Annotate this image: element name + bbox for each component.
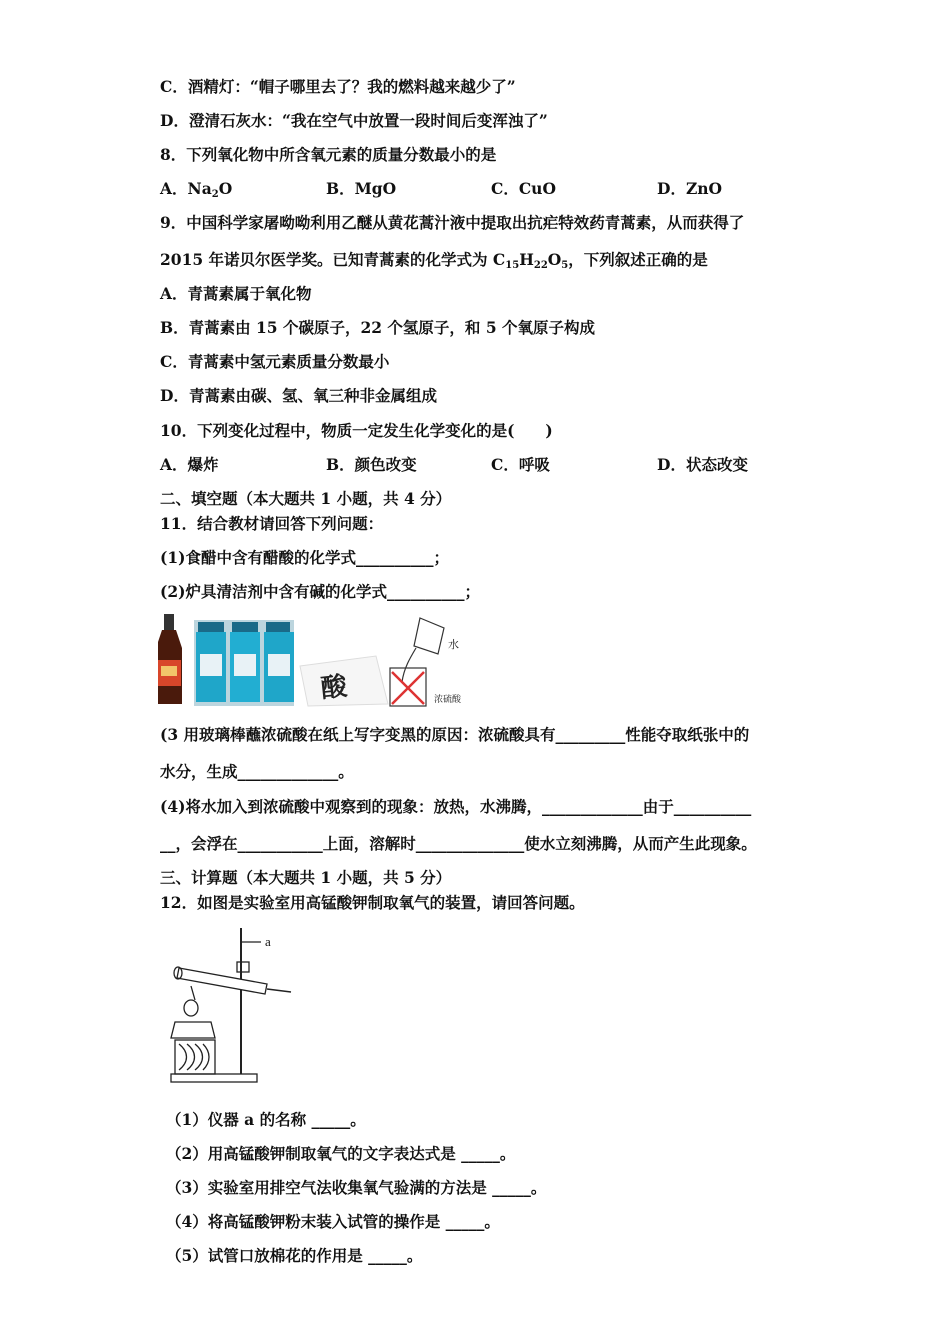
q12-part1: （1）仪器 a 的名称 _____。: [166, 1110, 366, 1129]
q10-option-d: D．状态改变: [657, 455, 748, 474]
q11-part2: (2)炉具清洁剂中含有碱的化学式__________；: [160, 582, 480, 601]
q12-stem: 12．如图是实验室用高锰酸钾制取氧气的装置，请回答问题。: [160, 893, 585, 912]
q8-option-b: B．MgO: [326, 179, 397, 198]
q11-part1: (1)食醋中含有醋酸的化学式__________；: [160, 548, 449, 567]
q12-part4: （4）将高锰酸钾粉末装入试管的操作是 _____。: [166, 1212, 500, 1231]
q11-part4-line1: (4)将水加入到浓硫酸中观察到的现象：放热，水沸腾，_____________由于__________: [160, 797, 752, 816]
q9-stem-line2: 2015 年诺贝尔医学奖。已知青蒿素的化学式为 $C_{15}H_{22}O_5$，下列叙述正确的是: [160, 250, 708, 271]
alcohol-lamp: [171, 1022, 215, 1038]
q7-option-d: D．澄清石灰水：“我在空气中放置一段时间后变浑浊了”: [160, 111, 548, 130]
q11-figure: [158, 612, 473, 710]
q9-option-c: C．青蒿素中氢元素质量分数最小: [160, 352, 390, 371]
paper-character: 酸: [319, 671, 349, 705]
stand-base: [171, 1074, 257, 1082]
q12-part5: （5）试管口放棉花的作用是 _____。: [166, 1246, 423, 1265]
q10-option-b: B．颜色改变: [326, 455, 417, 474]
q10-option-a: A．爆炸: [160, 455, 219, 474]
section-2-heading: 二、填空题（本大题共 1 小题，共 4 分）: [160, 489, 452, 508]
q12-apparatus-figure: [165, 926, 300, 1088]
cleaner-bottles-icon: [194, 620, 294, 706]
q10-stem: 10．下列变化过程中，物质一定发生化学变化的是( ): [160, 421, 553, 440]
q11-part3-line2: 水分，生成_____________。: [160, 762, 354, 781]
q11-stem: 11．结合教材请回答下列问题：: [160, 514, 384, 533]
q8-stem: 8．下列氧化物中所含氧元素的质量分数最小的是: [160, 145, 497, 164]
q10-option-c: C．呼吸: [491, 455, 550, 474]
water-into-acid-icon: [390, 618, 444, 706]
section-3-heading: 三、计算题（本大题共 1 小题，共 5 分）: [160, 868, 452, 887]
test-tube: [177, 968, 267, 994]
q8-option-a: A．$Na_2O$: [160, 179, 233, 200]
acid-label: 浓硫酸: [434, 695, 462, 705]
vinegar-bottle-icon: [158, 614, 182, 704]
q12-part2: （2）用高锰酸钾制取氧气的文字表达式是 _____。: [166, 1144, 516, 1163]
q7-option-c: C．酒精灯：“帽子哪里去了？我的燃料越来越少了”: [160, 77, 516, 96]
water-label: 水: [448, 638, 459, 651]
q9-option-b: B．青蒿素由 15 个碳原子，22 个氢原子，和 5 个氧原子构成: [160, 318, 596, 337]
instrument-a-label: a: [265, 934, 271, 949]
q9-stem-line1: 9．中国科学家屠呦呦利用乙醚从黄花蒿汁液中提取出抗疟特效药青蒿素，从而获得了: [160, 213, 745, 232]
q8-option-c: C．CuO: [491, 179, 556, 198]
q9-option-a: A．青蒿素属于氧化物: [160, 284, 312, 303]
paper-with-acid-writing: [300, 656, 388, 706]
q9-option-d: D．青蒿素由碳、氢、氧三种非金属组成: [160, 386, 437, 405]
q11-part4-line2: __，会浮在___________上面，溶解时______________使水立刻沸腾，从而产生此现象。: [160, 834, 757, 853]
lamp-flame: [184, 1000, 198, 1016]
q8-option-d: D．ZnO: [657, 179, 723, 198]
q11-part3-line1: (3 用玻璃棒蘸浓硫酸在纸上写字变黑的原因：浓硫酸具有_________性能夺取纸张中的: [160, 725, 750, 744]
delivery-tube: [267, 989, 291, 992]
q12-part3: （3）实验室用排空气法收集氧气验满的方法是 _____。: [166, 1178, 547, 1197]
